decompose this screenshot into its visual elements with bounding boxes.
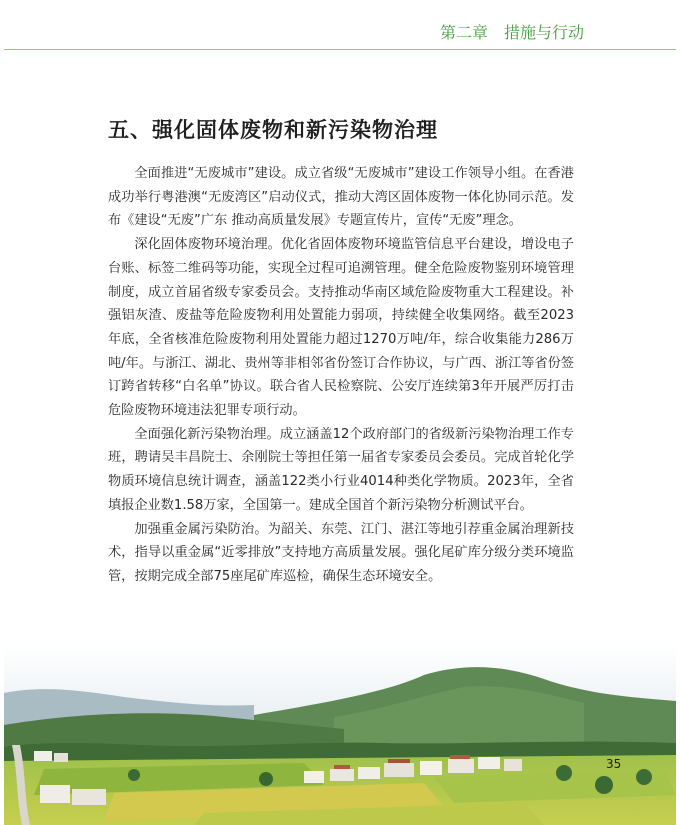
landscape-photo	[4, 645, 676, 825]
chapter-heading	[440, 20, 584, 43]
paragraph-zero-waste-city: 全面推进“无废城市”建设。成立省级“无废城市”建设工作领导小组。在香港成功举行粤港澳“无废湾区”启动仪式，推动大湾区固体废物一体化协同示范。发布《建设“无废”广东 推动高质量发展》专题宣传片，宣传“无废”理念。	[108, 166, 574, 229]
page-number: 35	[606, 757, 622, 771]
section-title: 五、强化固体废物和新污染物治理	[108, 117, 438, 142]
paragraph-new-pollutants: 全面强化新污染物治理。成立涵盖12个政府部门的省级新污染物治理工作专班，聘请吴丰昌院士、余刚院士等担任第一届省专家委员会委员。完成首轮化学物质环境信息统计调查，涵盖122类小行业4014种类化学物质。2023年，全省填报企业数1.58万家，全国第一。建成全国首个新污染物分析测试平台。	[108, 426, 574, 513]
paragraph-solid-waste: 深化固体废物环境治理。优化省固体废物环境监管信息平台建设，增设电子台账、标签二维码等功能，实现全过程可追溯管理。健全危险废物鉴别环境管理制度，成立首届省级专家委员会。支持推动华南区域危险废物重大工程建设。补强铝灰渣、废盐等危险废物利用处置能力弱项，持续健全收集网络。截至2023年底，全省核准危险废物利用处置能力超过1270万吨/年，综合收集能力286万吨/年。与浙江、湖北、贵州等非相邻省份签订合作协议，与广西、浙江等省份签订跨省转移“白名单”协议。联合省人民检察院、公安厅连续第3年开展严厉打击危险废物环境违法犯罪专项行动。	[108, 237, 575, 419]
page-header	[0, 0, 680, 50]
chapter-number: 第二章	[439, 23, 488, 42]
chapter-title: 措施与行动	[503, 23, 584, 42]
header-divider	[4, 49, 676, 50]
paragraph-heavy-metals: 加强重金属污染防治。为韶关、东莞、江门、湛江等地引荐重金属治理新技术，指导以重金属“近零排放”支持地方高质量发展。强化尾矿库分级分类环境监管，按期完成全部75座尾矿库巡检，确保生态环境安全。	[108, 521, 574, 584]
body-text	[108, 162, 574, 589]
